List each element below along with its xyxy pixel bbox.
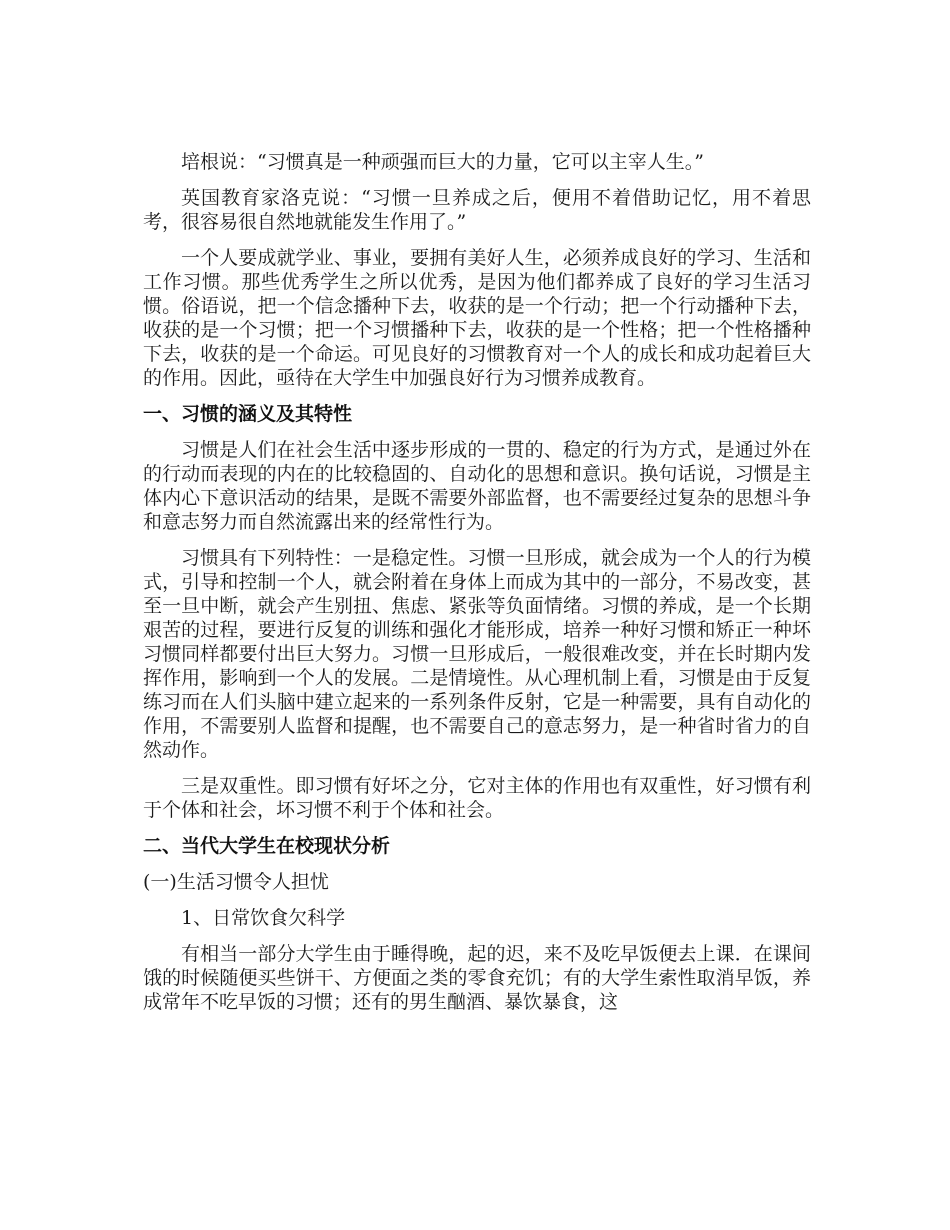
subsection-heading-1-1: 1、日常饮食欠科学 <box>181 907 346 929</box>
quote-locke: 英国教育家洛克说：“习惯一旦养成之后，便用不着借助记忆，用不着思考，很容易很自然地就能发生作用了。” <box>143 187 811 233</box>
habit-definition-paragraph: 习惯是人们在社会生活中逐步形成的一贯的、稳定的行为方式，是通过外在的行动而表现的内在的比较稳固的、自动化的思想和意识。换句话说，习惯是主体内心下意识活动的结果，是既不需要外部监督，也不需要经过复杂的思想斗争和意志努力而自然流露出来的经常性行为。 <box>143 439 811 533</box>
intro-paragraph: 一个人要成就学业、事业，要拥有美好人生，必须养成良好的学习、生活和工作习惯。那些优秀学生之所以优秀，是因为他们都养成了良好的学习生活习惯。俗语说，把一个信念播种下去，收获的是一个行动；把一个行动播种下去，收获的是一个习惯；把一个习惯播种下去，收获的是一个性格；把一个性格播种下去，收获的是一个命运。可见良好的习惯教育对一个人的成长和成功起着巨大的作用。因此，亟待在大学生中加强良好行为习惯养成教育。 <box>143 247 811 389</box>
subsection-heading-1: (一)生活习惯令人担忧 <box>143 871 329 893</box>
quote-bacon: 培根说：“习惯真是一种顽强而巨大的力量，它可以主宰人生。” <box>181 151 704 173</box>
document-body <box>143 150 811 1026</box>
habit-duality-paragraph: 三是双重性。即习惯有好坏之分，它对主体的作用也有双重性，好习惯有利于个体和社会，坏习惯不利于个体和社会。 <box>143 775 811 821</box>
diet-paragraph: 有相当一部分大学生由于睡得晚，起的迟，来不及吃早饭便去上课．在课间饿的时候随便买些饼干、方便面之类的零食充饥；有的大学生索性取消早饭，养成常年不吃早饭的习惯；还有的男生酗酒、暴饮暴食，这 <box>143 943 811 1013</box>
section-heading-2: 二、当代大学生在校现状分析 <box>143 835 391 857</box>
habit-characteristics-paragraph: 习惯具有下列特性：一是稳定性。习惯一旦形成，就会成为一个人的行为模式，引导和控制一个人，就会附着在身体上而成为其中的一部分，不易改变，甚至一旦中断，就会产生别扭、焦虑、紧张等负面情绪。习惯的养成，是一个长期艰苦的过程，要进行反复的训练和强化才能形成，培养一种好习惯和矫正一种坏习惯同样都要付出巨大努力。习惯一旦形成后，一般很难改变，并在长时期内发挥作用，影响到一个人的发展。二是情境性。从心理机制上看，习惯是由于反复练习而在人们头脑中建立起来的一系列条件反射，它是一种需要，具有自动化的作用，不需要别人监督和提醒，也不需要自己的意志努力，是一种省时省力的自然动作。 <box>143 547 811 761</box>
section-heading-1: 一、习惯的涵义及其特性 <box>143 403 353 425</box>
